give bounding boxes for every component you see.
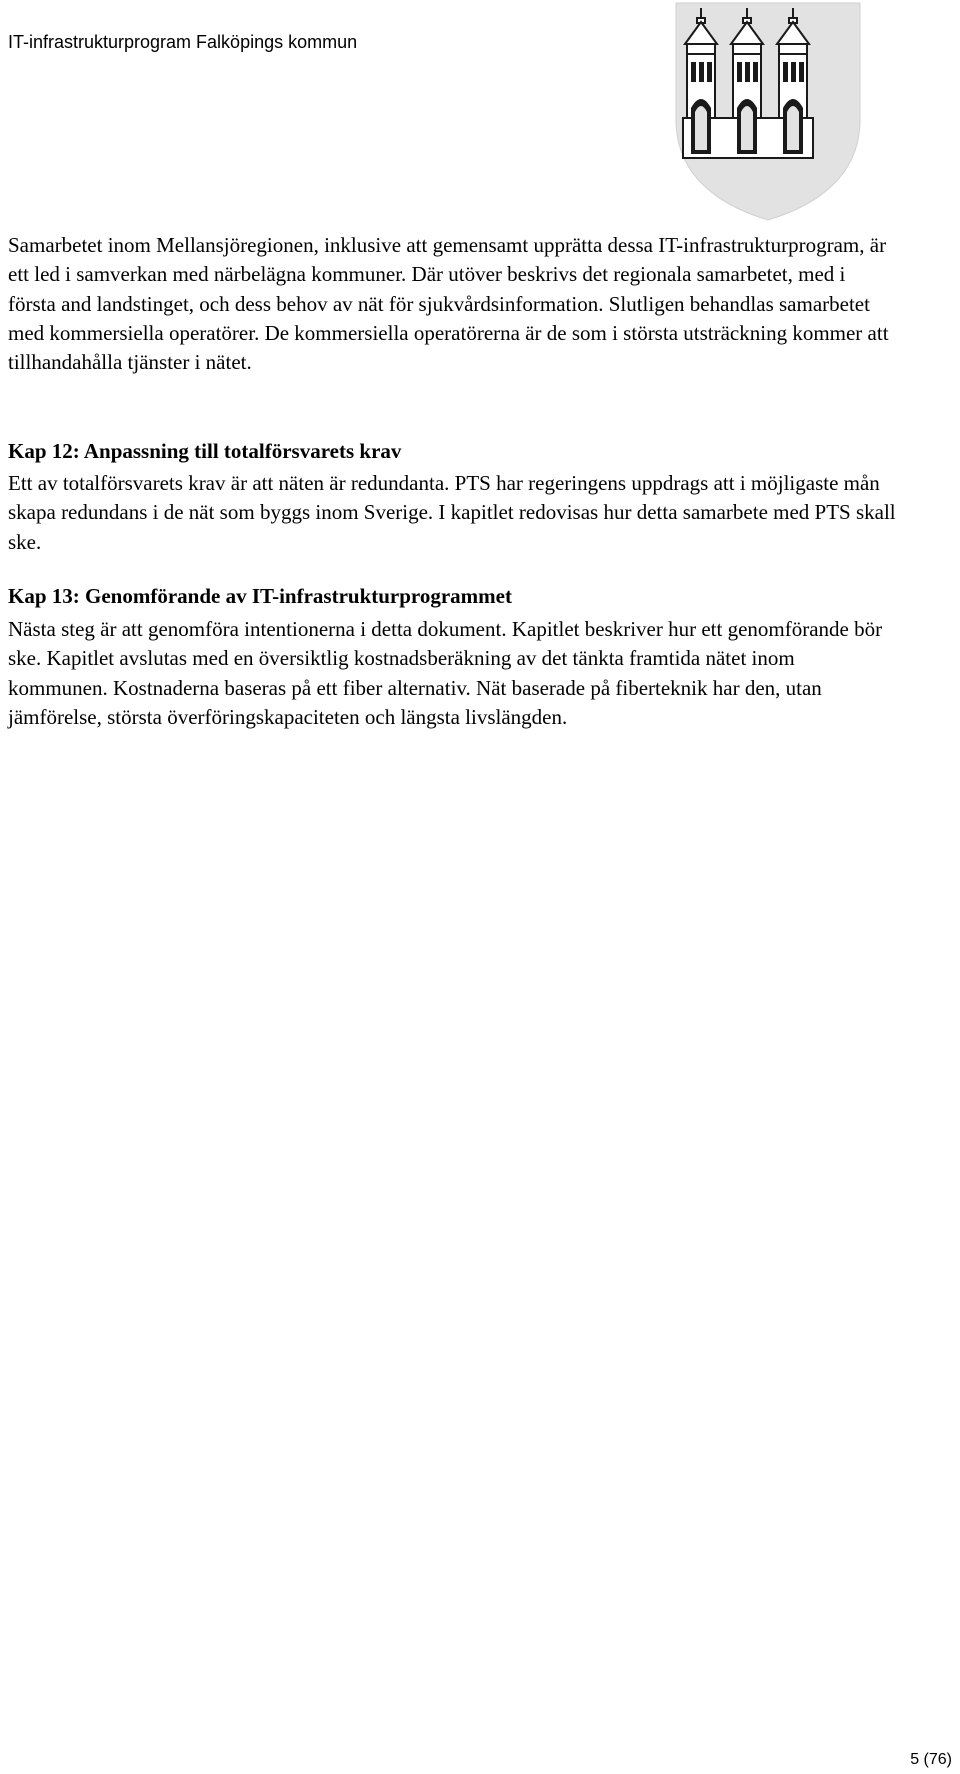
falkoping-coat-of-arms-icon [673,0,863,222]
section-paragraph-chapter-13: Nästa steg är att genomföra intentionerna i detta dokument. Kapitlet beskriver hur ett genomförande bör ske. Kapitlet avslutas med en översiktlig kostnadsberäkning av det tänkta framtida nätet inom kommunen. Kostnaderna baseras på ett fiber alternativ. Nät baserade på fiberteknik har den, utan jämförelse, största överföringskapaciteten och längsta livslängden. [8,617,883,729]
intro-paragraph: Samarbetet inom Mellansjöregionen, inklusive att gemensamt upprätta dessa IT-infrastrukturprogram, är ett led i samverkan med närbelägna kommuner. Där utöver beskrivs det regionala samarbetet, med i första and landstinget, och dess behov av nät för sjukvårdsinformation. Slutligen behandlas samarbetet med kommersiella operatörer. De kommersiella operatörerna är de som i största utsträckning kommer att tillhandahålla tjänster i nätet. [8,233,889,375]
document-header-title: IT-infrastrukturprogram Falköpings kommun [8,32,358,52]
section-heading-chapter-12: Kap 12: Anpassning till totalförsvarets krav [8,439,402,463]
page-number: 5 (76) [910,1751,952,1768]
section-paragraph-chapter-12: Ett av totalförsvarets krav är att näten är redundanta. PTS har regeringens uppdrags att i möjligaste mån skapa redundans i de nät som byggs inom Sverige. I kapitlet redovisas hur detta samarbete med PTS skall ske. [8,471,896,554]
section-heading-chapter-13: Kap 13: Genomförande av IT-infrastrukturprogrammet [8,584,512,608]
